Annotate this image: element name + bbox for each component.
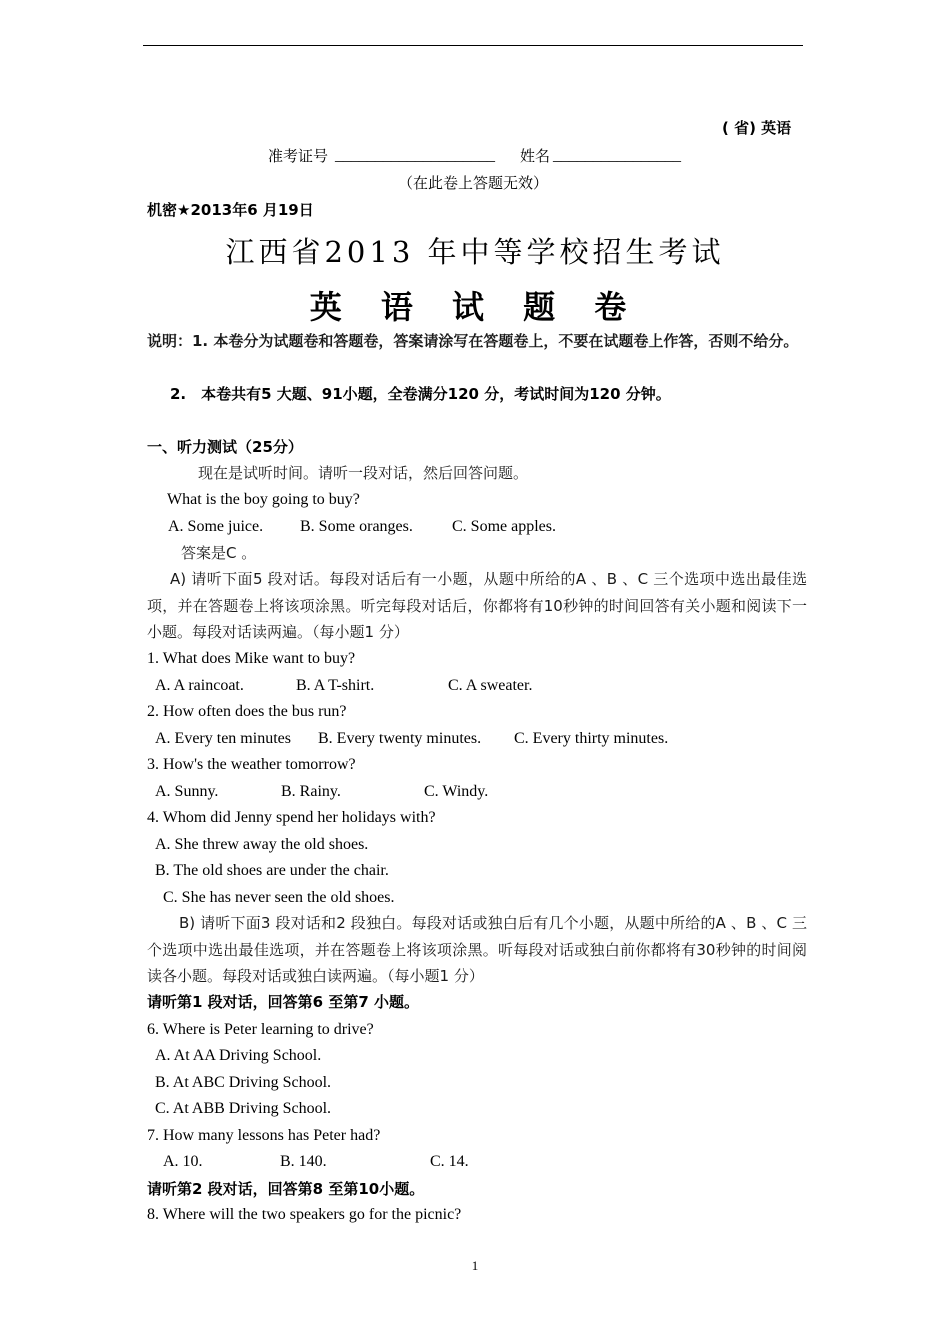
exam-id-label: 准考证号 [268,147,329,165]
trial-question: What is the boy going to buy? [167,491,360,508]
q1-option-b: B. A T-shirt. [296,677,375,694]
trial-option-c: C. Some apples. [452,518,556,535]
q4-option-a: A. She threw away the old shoes. [155,836,369,853]
name-label: 姓名 [520,147,551,165]
trial-intro: 现在是试听时间。请听一段对话，然后回答问题。 [198,464,529,482]
question-4: 4. Whom did Jenny spend her holidays with? [147,809,436,826]
question-2: 2. How often does the bus run? [147,703,347,720]
q4-option-b: B. The old shoes are under the chair. [155,862,389,879]
q7-option-c: C. 14. [430,1153,469,1170]
group-2-heading: 请听第2 段对话，回答第8 至第10小题。 [147,1180,425,1198]
q6-option-b: B. At ABC Driving School. [155,1074,332,1091]
instruction-1: 说明：1. 本卷分为试题卷和答题卷，答案请涂写在答题卷上，不要在试题卷上作答，否则不给分。 [147,332,799,350]
question-7: 7. How many lessons has Peter had? [147,1127,381,1144]
question-8: 8. Where will the two speakers go for the picnic? [147,1206,462,1223]
exam-title: 江西省2013 年中等学校招生考试 [225,235,725,269]
q3-option-c: C. Windy. [424,783,489,800]
instruction-2: 2. 本卷共有5 大题、91小题，全卷满分120 分，考试时间为120 分钟。 [170,385,671,403]
trial-answer: 答案是C 。 [181,544,257,562]
answer-notice: （在此卷上答题无效） [398,174,549,192]
section-heading: 一、听力测试（25分） [147,438,303,456]
paper-title: 英 语 试 题 卷 [309,288,641,326]
trial-option-a: A. Some juice. [168,518,264,535]
confidential-date: 机密★2013年6 月19日 [147,201,314,219]
q3-option-a: A. Sunny. [155,783,219,800]
header-rule [143,45,803,46]
q7-option-b: B. 140. [280,1153,327,1170]
q7-option-a: A. 10. [163,1153,203,1170]
q2-option-b: B. Every twenty minutes. [318,730,482,747]
exam-id-blank: ____________________ [335,147,495,164]
trial-option-b: B. Some oranges. [300,518,413,535]
subject-tag: ( 省) 英语 [722,119,792,137]
part-a-instructions: A) 请听下面5 段对话。每段对话后有一小题，从题中所给的A 、B 、C 三个选项中选出最佳选项，并在答题卷上将该项涂黑。听完每段对话后，你都将有10秒钟的时间回答有关小题和阅读下一小题。每段对话读两遍。（每小题1 分） [147,570,807,641]
q2-option-a: A. Every ten minutes [155,730,291,747]
page-number: 1 [471,1258,479,1273]
name-blank: ________________ [553,147,681,164]
part-b-instructions: B) 请听下面3 段对话和2 段独白。每段对话或独白后有几个小题，从题中所给的A 、B 、C 三个选项中选出最佳选项，并在答题卷上将该项涂黑。听每段对话或独白前你都将有30秒钟的时间阅读各小题。每段对话或独白读两遍。（每小题1 分） [147,914,807,985]
question-3: 3. How's the weather tomorrow? [147,756,356,773]
group-1-heading: 请听第1 段对话，回答第6 至第7 小题。 [147,993,419,1011]
question-1: 1. What does Mike want to buy? [147,650,356,667]
q2-option-c: C. Every thirty minutes. [514,730,669,747]
q4-option-c: C. She has never seen the old shoes. [163,889,395,906]
q1-option-c: C. A sweater. [448,677,533,694]
q1-option-a: A. A raincoat. [155,677,244,694]
question-6: 6. Where is Peter learning to drive? [147,1021,374,1038]
q6-option-c: C. At ABB Driving School. [155,1100,332,1117]
q3-option-b: B. Rainy. [281,783,341,800]
q6-option-a: A. At AA Driving School. [155,1047,322,1064]
